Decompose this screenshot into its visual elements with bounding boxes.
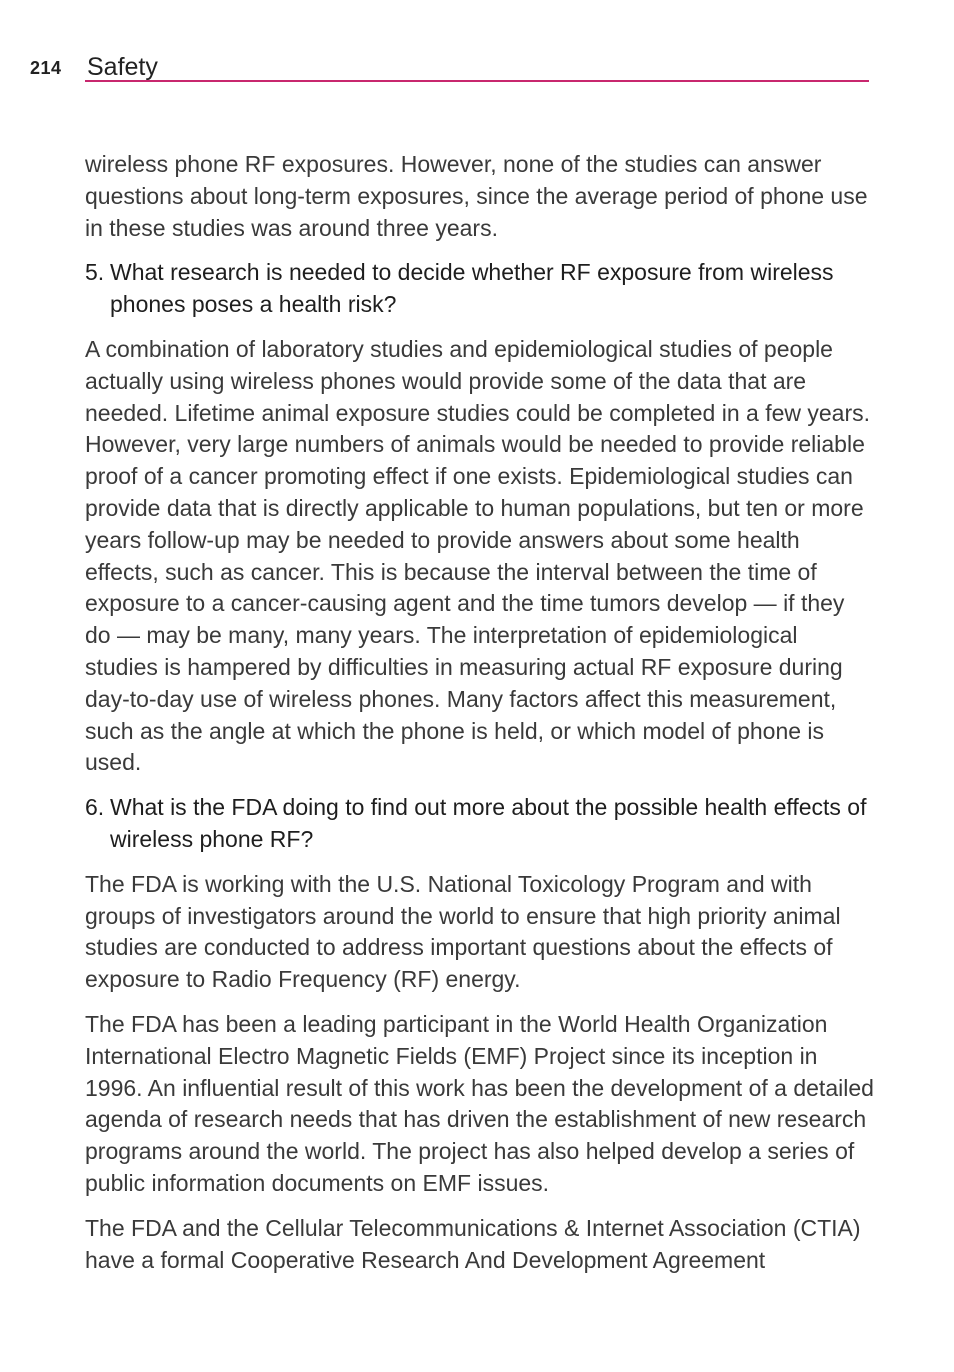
paragraph-answer-5: A combination of laboratory studies and epidemiological studies of people actually using wireless phones would provide some of the data that are needed. Lifetime animal exposure studies could be completed in a few years. However, very large numbers of animals would be needed to provide reliable proof of a cancer promoting effect if one exists. Epidemiological studies can provide data that is directly applicable to human populations, but ten or more years follow-up may be needed to provide answers about some health effects, such as cancer. This is because the interval between the time of exposure to a cancer-causing agent and the time tumors develop — if they do — may be many, many years. The interpretation of epidemiological studies is hampered by difficulties in measuring actual RF exposure during day-to-day use of wireless phones. Many factors affect this measurement, such as the angle at which the phone is held, or which model of phone is used. [85,335,871,776]
header-rule [85,80,869,82]
question-6-text: What is the FDA doing to find out more about the possible health effects of wireless phone RF? [110,794,867,852]
paragraph-intro: wireless phone RF exposures. However, none of the studies can answer questions about long-term exposures, since the average period of phone use in these studies was around three years. [85,151,868,241]
question-6-number: 6. [85,794,105,821]
page-body [85,149,875,1289]
question-5 [85,257,875,321]
page-number: 214 [30,58,62,78]
paragraph-answer-6-c: The FDA and the Cellular Telecommunications & Internet Association (CTIA) have a formal Cooperative Research And Development Agreement [85,1214,861,1273]
question-5-number: 5. [85,259,105,286]
paragraph-answer-6-a: The FDA is working with the U.S. National Toxicology Program and with groups of investigators around the world to ensure that high priority animal studies are conducted to address important questions about the effects of exposure to Radio Frequency (RF) energy. [85,870,841,993]
section-title: Safety [87,53,158,81]
question-5-text: What research is needed to decide whether RF exposure from wireless phones poses a health risk? [110,259,834,318]
question-6 [85,792,875,856]
paragraph-answer-6-b: The FDA has been a leading participant in the World Health Organization International Electro Magnetic Fields (EMF) Project since its inception in 1996. An influential result of this work has been the development of a detailed agenda of research needs that has driven the establishment of new research programs around the world. The project has also helped develop a series of public information documents on EMF issues. [85,1010,874,1196]
